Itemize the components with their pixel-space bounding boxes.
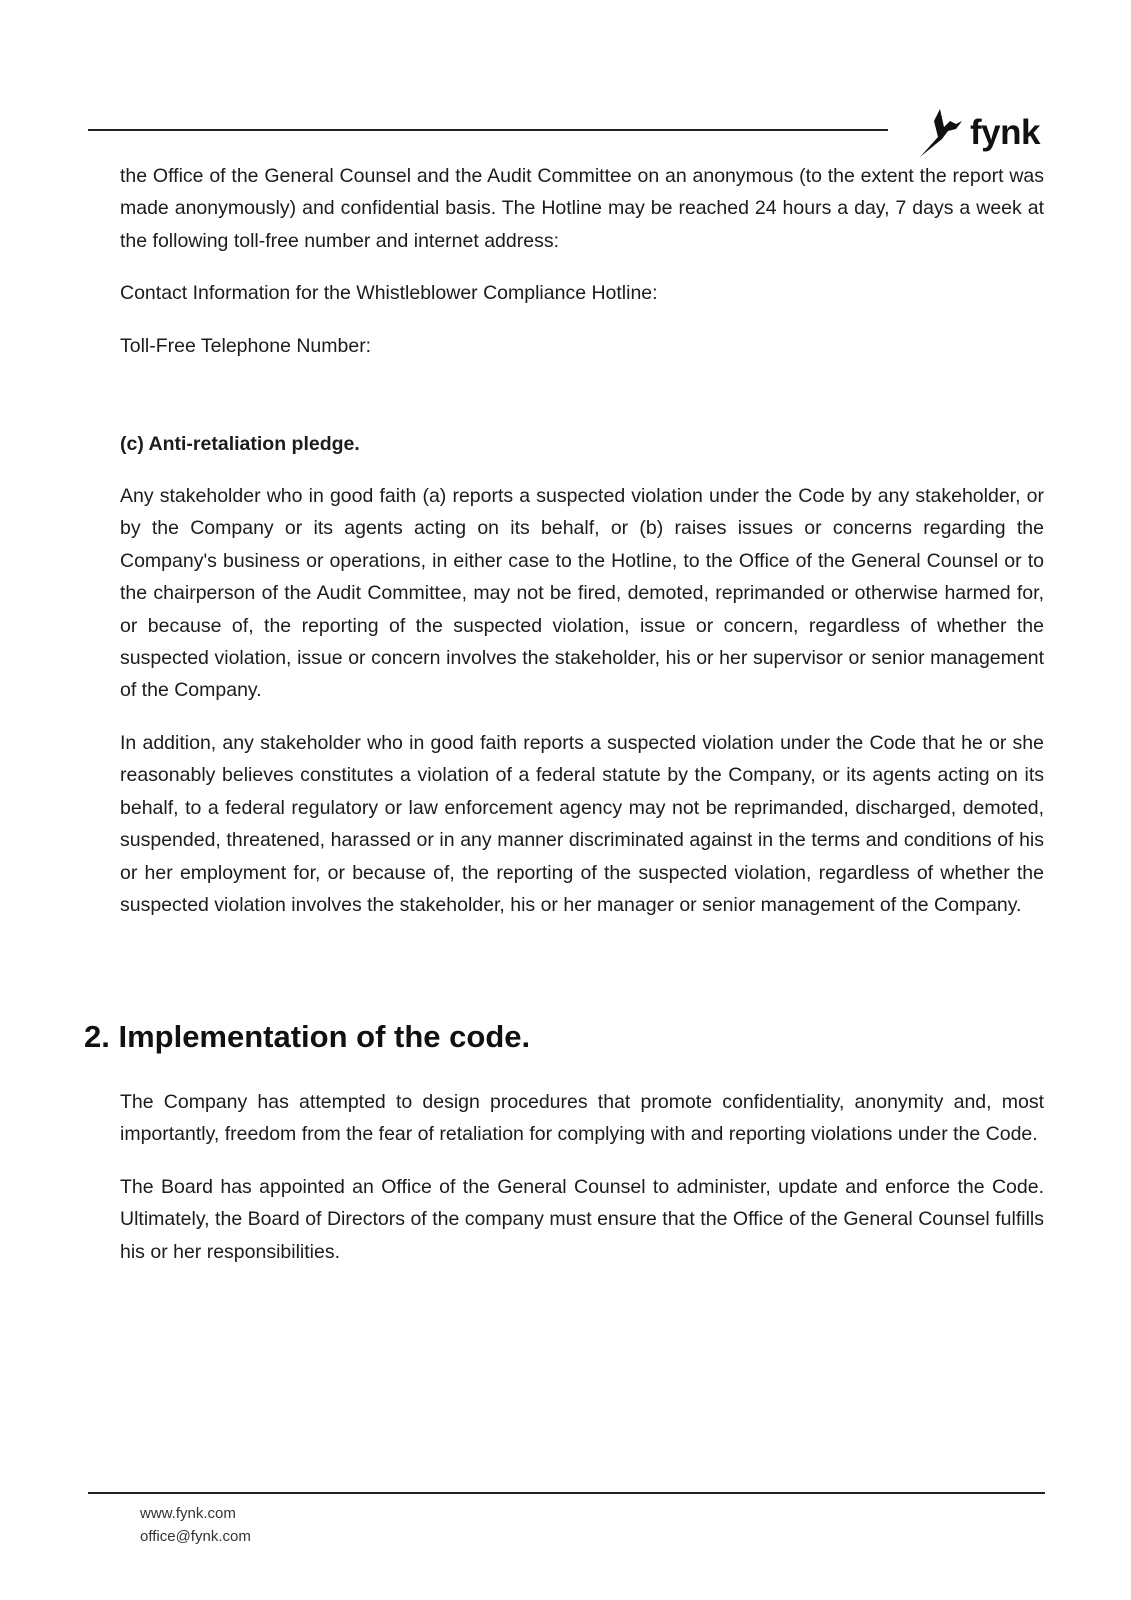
document-body bbox=[120, 160, 1044, 941]
header-rule bbox=[88, 129, 888, 131]
section-2-body bbox=[120, 1086, 1044, 1288]
blank-space bbox=[120, 382, 1044, 428]
section-title-implementation: 2. Implementation of the code. bbox=[84, 1019, 531, 1054]
anti-retaliation-paragraph-2: In addition, any stakeholder who in good faith reports a suspected violation under the Code that he or she reasonably believes constitutes a violation of a federal statute by the Company, or its agents acting on its behalf, to a federal regulatory or law enforcement agency may not be reprimanded, discharged, demoted, suspended, threatened, harassed or in any manner discriminated against in the terms and conditions of his or her employment for, or because of, the reporting of the suspected violation, regardless of whether the suspected violation involves the stakeholder, his or her manager or senior management of the Company. bbox=[120, 731, 1044, 916]
tollfree-label: Toll-Free Telephone Number: bbox=[120, 334, 372, 357]
bird-logo-icon bbox=[918, 107, 962, 157]
anti-retaliation-paragraph-1: Any stakeholder who in good faith (a) reports a suspected violation under the Code by any stakeholder, or by the Company or its agents acting on its behalf, or (b) raises issues or concerns regarding the Company's business or operations, in either case to the Hotline, to the Office of the General Counsel or to the chairperson of the Audit Committee, may not be fired, demoted, reprimanded or otherwise harmed for, or because of, the reporting of the suspected violation, issue or concern, regardless of whether the suspected violation, issue or concern involves the stakeholder, his or her supervisor or senior management of the Company. bbox=[120, 485, 1044, 702]
fynk-logo bbox=[918, 104, 1048, 160]
footer-website-link[interactable]: www.fynk.com bbox=[140, 1505, 236, 1522]
footer-rule bbox=[88, 1492, 1045, 1494]
contact-info-label: Contact Information for the Whistleblower Compliance Hotline: bbox=[120, 282, 658, 305]
footer-email-link[interactable]: office@fynk.com bbox=[140, 1528, 251, 1545]
implementation-paragraph-2: The Board has appointed an Office of the General Counsel to administer, update and enforce the Code. Ultimately, the Board of Directors of the company must ensure that the Office of the General Counsel fulfills his or her responsibilities. bbox=[120, 1175, 1044, 1263]
subheading-anti-retaliation: (c) Anti-retaliation pledge. bbox=[120, 433, 360, 456]
logo-text: fynk bbox=[970, 112, 1040, 152]
footer bbox=[140, 1502, 251, 1548]
intro-paragraph: the Office of the General Counsel and the Audit Committee on an anonymous (to the extent the report was made anonymously) and confidential basis. The Hotline may be reached 24 hours a day, 7 days a week at the following toll-free number and internet address: bbox=[120, 165, 1044, 252]
implementation-paragraph-1: The Company has attempted to design procedures that promote confidentiality, anonymity and, most importantly, freedom from the fear of retaliation for complying with and reporting violations under the Code. bbox=[120, 1091, 1044, 1146]
